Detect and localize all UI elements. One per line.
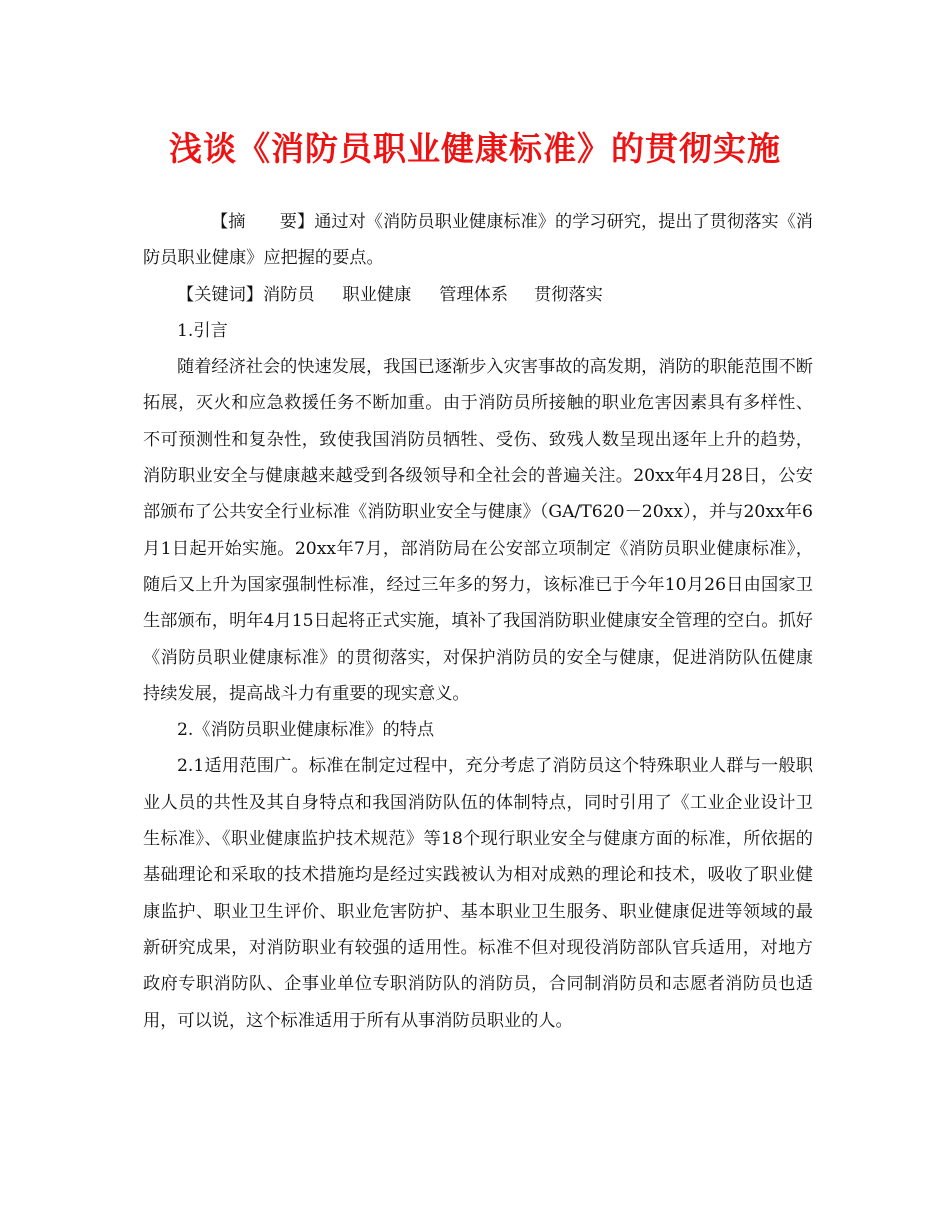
keyword-item: 贯彻落实: [534, 284, 603, 305]
document-body: [143, 204, 813, 1039]
body-paragraph: 2.1适用范围广。标准在制定过程中，充分考虑了消防员这个特殊职业人群与一般职业人员的共性及其自身特点和我国消防队伍的体制特点，同时引用了《工业企业设计卫生标准》、《职业健康监护技术规范》等18个现行职业安全与健康方面的标准，所依据的基础理论和采取的技术措施均是经过实践被认为相对成熟的理论和技术，吸收了职业健康监护、职业卫生评价、职业危害防护、基本职业卫生服务、职业健康促进等领域的最新研究成果，对消防职业有较强的适用性。标准不但对现役消防部队官兵适用，对地方政府专职消防队、企事业单位专职消防队的消防员，合同制消防员和志愿者消防员也适用，可以说，这个标准适用于所有从事消防员职业的人。: [143, 756, 813, 1031]
document-title: 浅谈《消防员职业健康标准》的贯彻实施: [169, 129, 781, 168]
abstract-paragraph: [143, 204, 813, 277]
keywords-paragraph: [143, 277, 813, 313]
keyword-item: 消防员: [262, 284, 315, 305]
keywords-label: 【关键词】: [177, 284, 263, 305]
body-paragraph: 随着经济社会的快速发展，我国已逐渐步入灾害事故的高发期，消防的职能范围不断拓展，灭火和应急救援任务不断加重。由于消防员所接触的职业危害因素具有多样性、不可预测性和复杂性，致使我国消防员牺牲、受伤、致残人数呈现出逐年上升的趋势，消防职业安全与健康越来越受到各级领导和全社会的普遍关注。20xx年4月28日，公安部颁布了公共安全行业标准《消防职业安全与健康》（GA/T620－20xx），并与20xx年6月1日起开始实施。20xx年7月，部消防局在公安部立项制定《消防员职业健康标准》，随后又上升为国家强制性标准，经过三年多的努力，该标准已于今年10月26日由国家卫生部颁布，明年4月15日起将正式实施，填补了我国消防职业健康安全管理的空白。抓好《消防员职业健康标准》的贯彻落实，对保护消防员的安全与健康，促进消防队伍健康持续发展，提高战斗力有重要的现实意义。: [143, 357, 813, 704]
abstract-text: 通过对《消防员职业健康标准》的学习研究，提出了贯彻落实《消防员职业健康》应把握的要点。: [143, 212, 813, 269]
section-heading: 2.《消防员职业健康标准》的特点: [177, 720, 435, 741]
keyword-item: 职业健康: [342, 284, 412, 305]
section-heading: 1.引言: [177, 320, 228, 341]
abstract-label: 【摘 要】: [211, 212, 315, 232]
keyword-item: 管理体系: [439, 284, 509, 305]
